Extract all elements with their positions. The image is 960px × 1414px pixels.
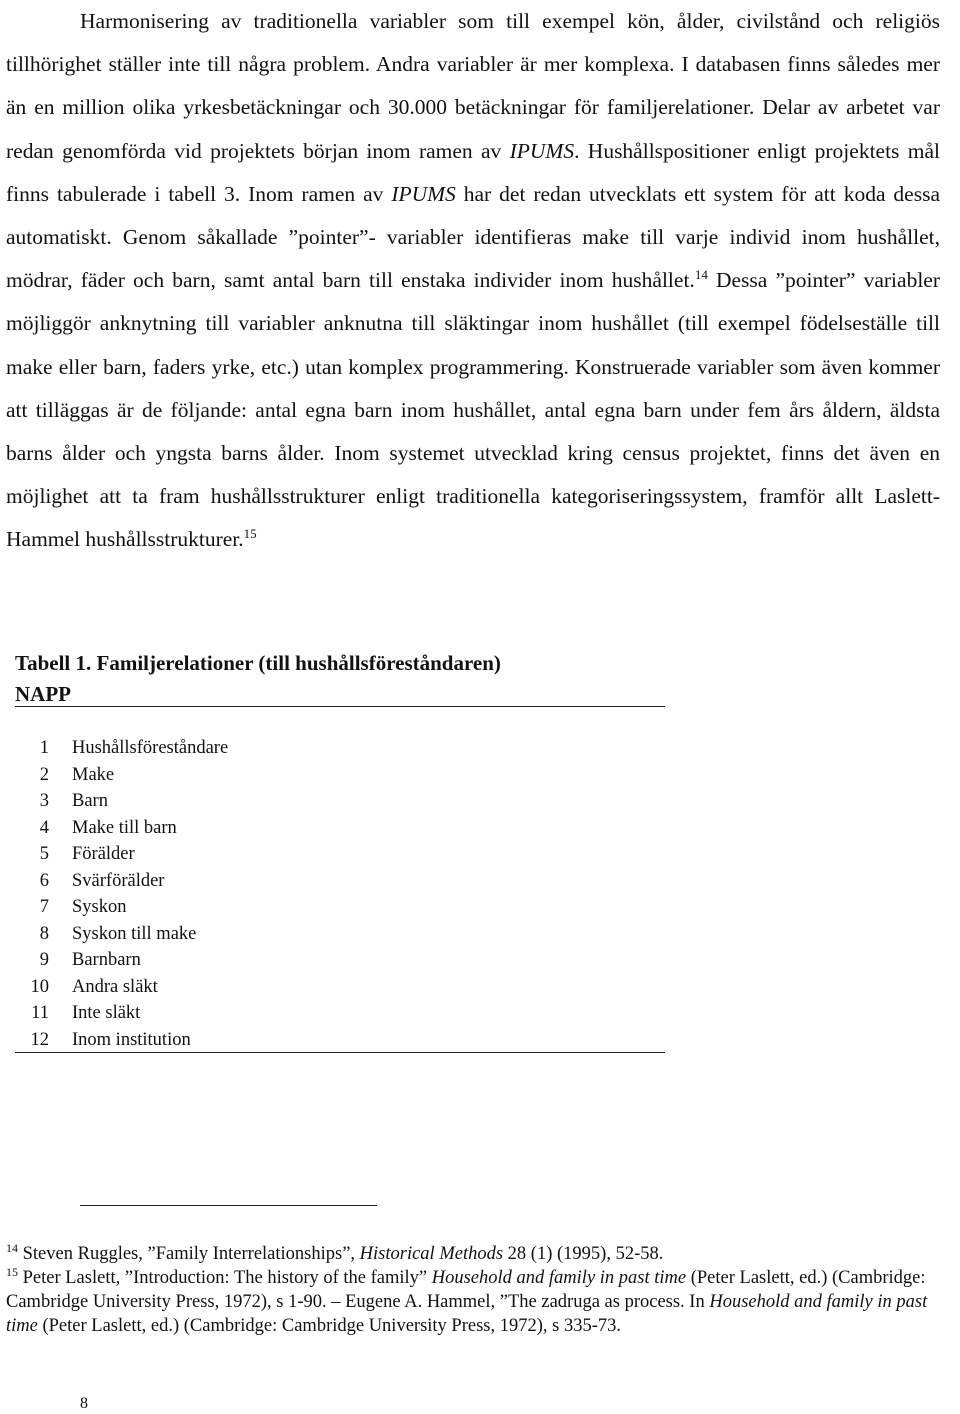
row-label: Hushållsföreståndare — [72, 738, 229, 758]
row-number: 3 — [39, 791, 49, 811]
table-row — [15, 788, 665, 815]
footnote-14 — [6, 1242, 946, 1266]
table-row — [15, 841, 665, 868]
row-label: Svärförälder — [72, 870, 165, 891]
table-row — [15, 974, 665, 1001]
table-row — [15, 868, 665, 895]
footnote-title: Household and family in past time — [431, 1268, 687, 1288]
footnote-text: 28 (1) (1995), 52-58. — [503, 1244, 664, 1264]
table-row — [15, 947, 665, 974]
row-number: 1 — [39, 738, 49, 758]
body-text-4: Dessa ”pointer” variabler möjliggör anknytning till variabler anknutna till släktingar inom hushållet (till exempel födelseställe till make eller barn, faders yrke, etc.) utan komplex programmering. Konstruerade variabler som även kommer att tilläggas är de följande: antal egna barn inom hushållet, antal egna barn under fem års åldern, äldsta barns ålder och yngsta barns ålder. Inom systemet utvecklad kring census projektet, finns det även en möjlighet att ta fram hushållsstrukturer enligt traditionella kategoriseringssystem, framför allt Laslett-Hammel hushållsstrukturer. — [6, 268, 940, 552]
row-number: 10 — [30, 976, 49, 997]
footnote-text: Peter Laslett, ”Introduction: The history of the family” — [18, 1268, 432, 1288]
row-number: 8 — [39, 923, 49, 944]
footnote-15 — [6, 1266, 946, 1338]
footnotes — [6, 1242, 946, 1338]
row-label: Inte släkt — [72, 1003, 141, 1023]
footnote-title: Historical Methods — [359, 1244, 504, 1264]
footnote-mark: 14 — [6, 1240, 18, 1255]
body-text-3: har det redan utvecklats ett system för att koda dessa automatiskt. Genom såkallade ”pointer”- variabler identifieras make till varje individ inom hushållet, mödrar, fäder och barn, samt antal barn till enstaka individer inom hushållet. — [6, 181, 941, 293]
table-row — [15, 894, 665, 921]
body-paragraph — [6, 0, 940, 562]
row-number: 9 — [39, 950, 49, 970]
table-row — [15, 1027, 665, 1054]
row-label: Syskon till make — [72, 923, 197, 944]
row-label: Make till barn — [72, 817, 177, 838]
table-row — [15, 735, 665, 762]
footnote-ref-14[interactable]: 14 — [694, 267, 708, 283]
footnote-text: (Peter Laslett, ed.) (Cambridge: Cambridge University Press, 1972), s 1-90. – Eugene A. Hammel, ”The zadruga as process. In — [6, 1268, 926, 1312]
row-number: 7 — [39, 897, 49, 917]
footnote-separator — [80, 1205, 377, 1206]
footnote-text: (Peter Laslett, ed.) (Cambridge: Cambridge University Press, 1972), s 335-73. — [37, 1316, 622, 1336]
table-row — [15, 921, 665, 948]
ipums-term: IPUMS — [391, 181, 456, 206]
table-title — [15, 648, 501, 710]
footnote-text: Steven Ruggles, ”Family Interrelationships”, — [18, 1244, 360, 1264]
footnote-ref-15[interactable]: 15 — [243, 526, 257, 542]
table-row — [15, 815, 665, 842]
row-label: Make — [72, 764, 115, 785]
row-number: 12 — [30, 1029, 49, 1050]
row-label: Andra släkt — [72, 976, 158, 997]
row-number: 4 — [39, 817, 49, 838]
row-label: Förälder — [72, 844, 135, 864]
body-text-1: Harmonisering av traditionella variabler som till exempel kön, ålder, civilstånd och religiös tillhörighet ställer inte till några problem. Andra variabler är mer komplexa. I databasen finns således mer än en million olika yrkesbetäckningar och 30.000 betäckningar för familjerelationer. Delar av arbetet var redan genomförda vid projektets början inom ramen av — [6, 9, 940, 163]
page-number: 8 — [80, 1395, 88, 1412]
body-text-2: . Hushållspositioner enligt projektets mål finns tabulerade i tabell 3. Inom ramen av — [6, 138, 940, 206]
table-top-rule — [15, 706, 665, 707]
row-number: 5 — [39, 844, 49, 864]
row-number: 11 — [31, 1003, 49, 1023]
table-body — [15, 735, 665, 1053]
row-label: Inom institution — [72, 1029, 191, 1050]
table-row — [15, 762, 665, 789]
ipums-term: IPUMS — [509, 138, 575, 163]
table-title-line-1: Tabell 1. Familjerelationer (till hushållsföreståndaren) — [15, 651, 501, 675]
row-label: Syskon — [72, 897, 127, 917]
row-label: Barnbarn — [72, 950, 141, 970]
row-label: Barn — [72, 791, 108, 811]
footnote-title: Household and family in past time — [6, 1292, 928, 1336]
table-title-line-2: NAPP — [15, 682, 71, 706]
footnote-mark: 15 — [6, 1264, 18, 1279]
table-bottom-rule — [15, 1052, 665, 1053]
row-number: 6 — [39, 870, 49, 891]
table-row — [15, 1000, 665, 1027]
row-number: 2 — [39, 764, 49, 785]
